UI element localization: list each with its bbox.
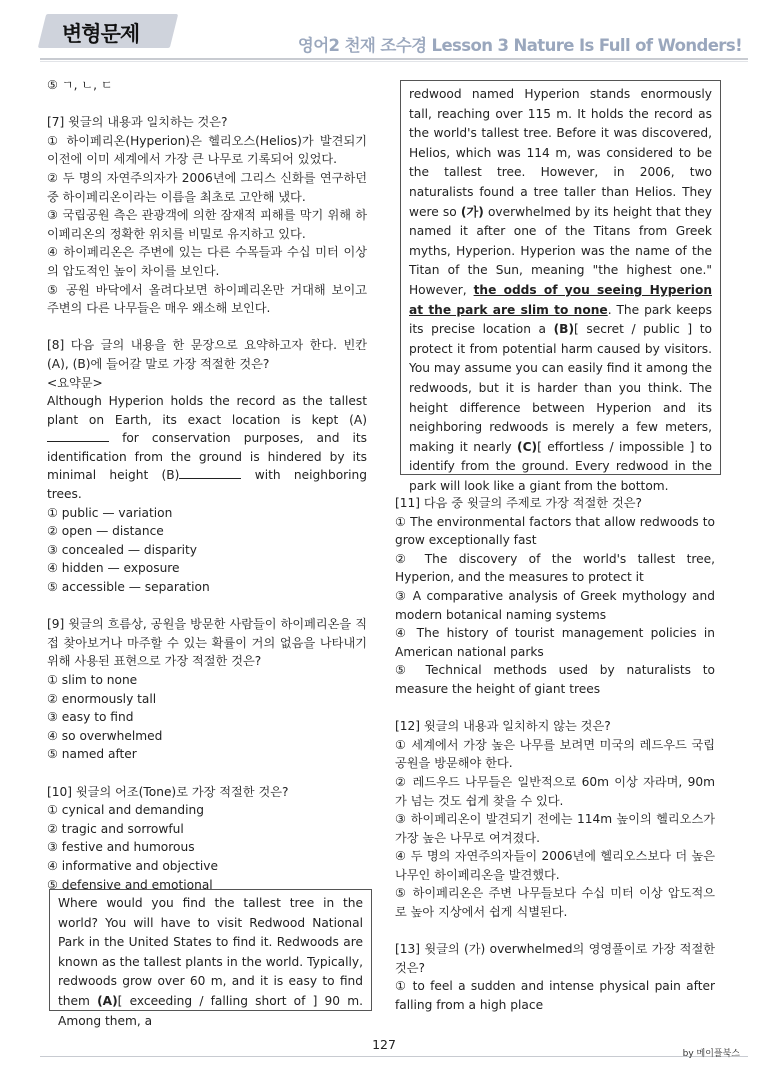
q9-option-4[interactable]: ④ so overwhelmed: [47, 728, 163, 743]
page-number: 127: [372, 1037, 396, 1052]
q7-option-5[interactable]: ⑤ 공원 바닥에서 올려다보면 하이페리온만 거대해 보이고 주변의 다른 나무들은 매우 왜소해 보인다.: [47, 282, 367, 316]
q8-summary-part3: with neighboring trees.: [47, 468, 368, 502]
question-11: [395, 494, 715, 699]
q8-option-5[interactable]: ⑤ accessible — separation: [47, 580, 210, 595]
q12-option-4[interactable]: ④ 두 명의 자연주의자들이 2006년에 헬리오스보다 더 높은 나무인 하이페리온을 발견했다.: [395, 849, 715, 882]
blank-b: [179, 467, 241, 479]
q12-stem: [12] 윗글의 내용과 일치하지 않는 것은?: [395, 719, 611, 734]
passage-text-2: overwhelmed by its height that they named it after one of the Titans from Greek myths, Hyperion. Hyperion was the name of the Titan of the Sun, meaning "the highest one." However,: [409, 204, 712, 297]
passage-text-1: redwood named Hyperion stands enormously tall, reaching over 115 m. It holds the record as the world's tallest tree. Before it was discovered, Helios, which was 114 m, was considered to be the tallest tree. However, in 2006, two naturalists found a tree taller than Helios. They were so: [409, 87, 712, 219]
q11-stem: [11] 다음 중 윗글의 주제로 가장 적절한 것은?: [395, 496, 642, 510]
right-column: [395, 494, 715, 1015]
q9-option-5[interactable]: ⑤ named after: [47, 747, 137, 762]
q9-option-2[interactable]: ② enormously tall: [47, 691, 157, 706]
q7-option-2[interactable]: ② 두 명의 자연주의자가 2006년에 그리스 신화를 연구하던 중 하이페리온이라는 이름을 최초로 고안해 냈다.: [47, 170, 367, 204]
q8-option-1[interactable]: ① public — variation: [47, 505, 173, 520]
q11-option-5[interactable]: ⑤ Technical methods used by naturalists to measure the height of giant trees: [395, 663, 715, 696]
question-8: [47, 336, 367, 596]
q13-stem: [13] 윗글의 (가) overwhelmed의 영영풀이로 가장 적절한 것은?: [395, 942, 715, 975]
q10-option-3[interactable]: ③ festive and humorous: [47, 840, 195, 855]
q10-stem: [10] 윗글의 어조(Tone)로 가장 적절한 것은?: [47, 784, 289, 799]
passage-text-4: [ secret / public ] to protect it from potential harm caused by visitors. You may assume you can easily find it among the redwoods, but it is harder than you think. The height difference between Hyperion and its neighboring redwoods is merely a few meters, making it nearly: [409, 322, 712, 454]
q8-summary-part2: for conservation purposes, and its identification from the ground is hindered by its minimal height (B): [47, 431, 367, 483]
mark-c: (C): [517, 439, 538, 454]
q11-option-2[interactable]: ② The discovery of the world's tallest tree, Hyperion, and the measures to protect it: [395, 551, 715, 585]
q12-option-2[interactable]: ② 레드우드 나무들은 일반적으로 60m 이상 자라며, 90m가 넘는 것도 쉽게 찾을 수 있다.: [395, 774, 715, 808]
q7-option-1[interactable]: ① 하이페리온(Hyperion)은 헬리오스(Helios)가 발견되기 이전에 이미 세계에서 가장 큰 나무로 기록되어 있었다.: [47, 133, 367, 167]
q10-option-1[interactable]: ① cynical and demanding: [47, 803, 204, 818]
passage-box-start: [49, 889, 372, 1028]
question-10: [47, 783, 367, 895]
header-title: 영어2 천재 조수경 Lesson 3 Nature Is Full of Wonders!: [297, 36, 742, 55]
header-divider-thin: [40, 61, 748, 62]
question-9: [47, 615, 367, 764]
q8-summary-label: <요약문>: [47, 375, 103, 390]
q7-option-3[interactable]: ③ 국립공원 측은 관광객에 의한 잠재적 피해를 막기 위해 하이페리온의 정확한 위치를 비밀로 유지하고 있다.: [47, 208, 367, 241]
q8-option-2[interactable]: ② open — distance: [47, 524, 164, 539]
underlined-phrase: the odds of you seeing Hyperion at the park are slim to none: [409, 282, 712, 317]
publisher-brand: by 메이플북스: [682, 1049, 740, 1059]
question-12: [395, 717, 715, 922]
q10-option-5[interactable]: ⑤ defensive and emotional: [47, 877, 213, 892]
q10-option-2[interactable]: ② tragic and sorrowful: [47, 821, 184, 836]
q12-option-1[interactable]: ① 세계에서 가장 높은 나무를 보려면 미국의 레드우드 국립공원을 방문해야 한다.: [395, 737, 715, 771]
header-badge: 변형문제: [62, 22, 140, 46]
q13-option-1[interactable]: ① to feel a sudden and intense physical pain after falling from a high place: [395, 979, 715, 1013]
q11-option-4[interactable]: ④ The history of tourist management policies in American national parks: [395, 626, 715, 659]
passage-text-3: . The park keeps its precise location a: [409, 302, 712, 337]
mark-a: (A): [97, 993, 118, 1008]
q9-option-1[interactable]: ① slim to none: [47, 673, 138, 687]
q8-summary-part1: Although Hyperion holds the record as the tallest plant on Earth, its exact location is kept (A): [47, 394, 367, 427]
mark-b: (B): [553, 322, 575, 337]
q9-stem: [9] 윗글의 흐름상, 공원을 방문한 사람들이 하이페리온을 직접 찾아보거나 마주할 수 있는 확률이 거의 없음을 나타내기 위해 사용된 표현으로 가장 적절한 것은?: [47, 617, 367, 669]
q11-option-3[interactable]: ③ A comparative analysis of Greek mythology and modern botanical naming systems: [395, 588, 715, 622]
q9-option-3[interactable]: ③ easy to find: [47, 710, 134, 725]
q8-summary: [47, 392, 367, 504]
q12-option-3[interactable]: ③ 하이페리온이 발견되기 전에는 114m 높이의 헬리오스가 가장 높은 나무로 여겨졌다.: [395, 812, 715, 845]
header-divider: [40, 58, 748, 60]
q8-stem: [8] 다음 글의 내용을 한 문장으로 요약하고자 한다. 빈칸 (A), (B)에 들어갈 말로 가장 적절한 것은?: [47, 338, 367, 371]
choice-a: [ exceeding / falling short of ] 90 m. Among them, a: [58, 993, 363, 1028]
q12-option-5[interactable]: ⑤ 하이페리온은 주변 나무들보다 수십 미터 이상 압도적으로 높아 지상에서 쉽게 식별된다.: [395, 886, 715, 920]
passage-text-5: [ effortless / impossible ] to identify from the ground. Every redwood in the park will look like a giant from the bottom.: [409, 439, 712, 493]
q8-option-3[interactable]: ③ concealed — disparity: [47, 542, 197, 557]
footer-divider: [40, 1056, 748, 1057]
q11-option-1[interactable]: ① The environmental factors that allow redwoods to grow exceptionally fast: [395, 514, 715, 548]
q10-option-4[interactable]: ④ informative and objective: [47, 858, 218, 873]
passage-box-continued: [400, 80, 721, 493]
passage-start-text: Where would you find the tallest tree in the world? You will have to visit Redwood National Park in the United States to find it. Redwoods are known as the tallest plants in the world. Typically, redwoods grow over 60 m, and it is easy to find them: [58, 896, 363, 1008]
q7-stem: [7] 윗글의 내용과 일치하는 것은?: [47, 115, 228, 130]
mark-ga: (가): [460, 204, 484, 219]
left-column: [47, 76, 367, 894]
blank-a: [47, 430, 109, 442]
q8-option-4[interactable]: ④ hidden — exposure: [47, 561, 180, 576]
question-13: [395, 940, 715, 1014]
q6-last-option: ⑤ ㄱ, ㄴ, ㄷ: [47, 78, 113, 92]
question-7: [47, 113, 367, 318]
q7-option-4[interactable]: ④ 하이페리온은 주변에 있는 다른 수목들과 수십 미터 이상의 압도적인 높이 차이를 보인다.: [47, 245, 367, 278]
